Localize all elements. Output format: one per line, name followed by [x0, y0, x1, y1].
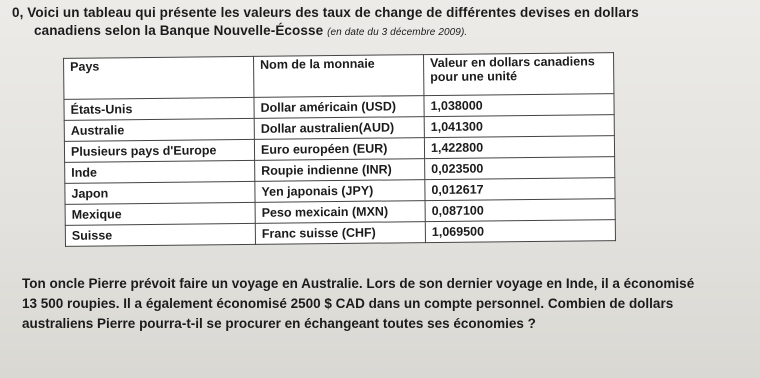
intro-line-2-text: canadiens selon la Banque Nouvelle-Écosse: [34, 23, 324, 38]
cell-country: Inde: [65, 160, 255, 183]
cell-country: Plusieurs pays d'Europe: [64, 139, 254, 162]
question-line-2: 13 500 roupies. Il a également économisé 2500 $ CAD dans un compte personnel. Combien de dollars: [22, 296, 674, 311]
cell-country: Suisse: [65, 223, 255, 246]
header-pays: Pays: [64, 56, 254, 99]
cell-value: 1,041300: [424, 115, 614, 138]
word-problem: [22, 274, 752, 334]
exchange-rate-table: [63, 52, 616, 247]
header-monnaie: Nom de la monnaie: [254, 55, 424, 98]
cell-currency: Peso mexicain (MXN): [255, 201, 425, 224]
cell-currency: Yen japonais (JPY): [255, 180, 425, 203]
cell-currency: Euro européen (EUR): [254, 138, 424, 161]
exchange-rate-table-photo: [63, 52, 616, 247]
cell-currency: Dollar américain (USD): [254, 96, 424, 119]
cell-value: 1,422800: [424, 136, 614, 159]
question-line-1: Ton oncle Pierre prévoit faire un voyage en Australie. Lors de son dernier voyage en Inde, il a économisé: [22, 276, 695, 291]
cell-country: Japon: [65, 181, 255, 204]
cell-country: Australie: [64, 118, 254, 141]
cell-value: 0,087100: [425, 199, 615, 222]
intro-date-note: (en date du 3 décembre 2009).: [327, 27, 468, 38]
cell-currency: Dollar australien(AUD): [254, 117, 424, 140]
cell-country: Mexique: [65, 202, 255, 225]
header-valeur: Valeur en dollars canadiens pour une unité: [424, 53, 614, 96]
cell-currency: Roupie indienne (INR): [255, 159, 425, 182]
cell-value: 0,012617: [425, 178, 615, 201]
cell-value: 1,069500: [425, 220, 615, 243]
question-line-3: australiens Pierre pourra-t-il se procurer en échangeant toutes ses économies ?: [22, 316, 536, 331]
cell-value: 1,038000: [424, 94, 614, 117]
intro-line-1: 0, Voici un tableau qui présente les valeurs des taux de change de différentes devises en dollars: [12, 5, 639, 20]
cell-country: États-Unis: [64, 97, 254, 120]
intro-line-2: [12, 22, 757, 42]
cell-value: 0,023500: [425, 157, 615, 180]
table-header-row: [64, 53, 614, 100]
intro-text: [12, 4, 757, 42]
table-row: [65, 220, 615, 247]
cell-currency: Franc suisse (CHF): [255, 222, 425, 245]
